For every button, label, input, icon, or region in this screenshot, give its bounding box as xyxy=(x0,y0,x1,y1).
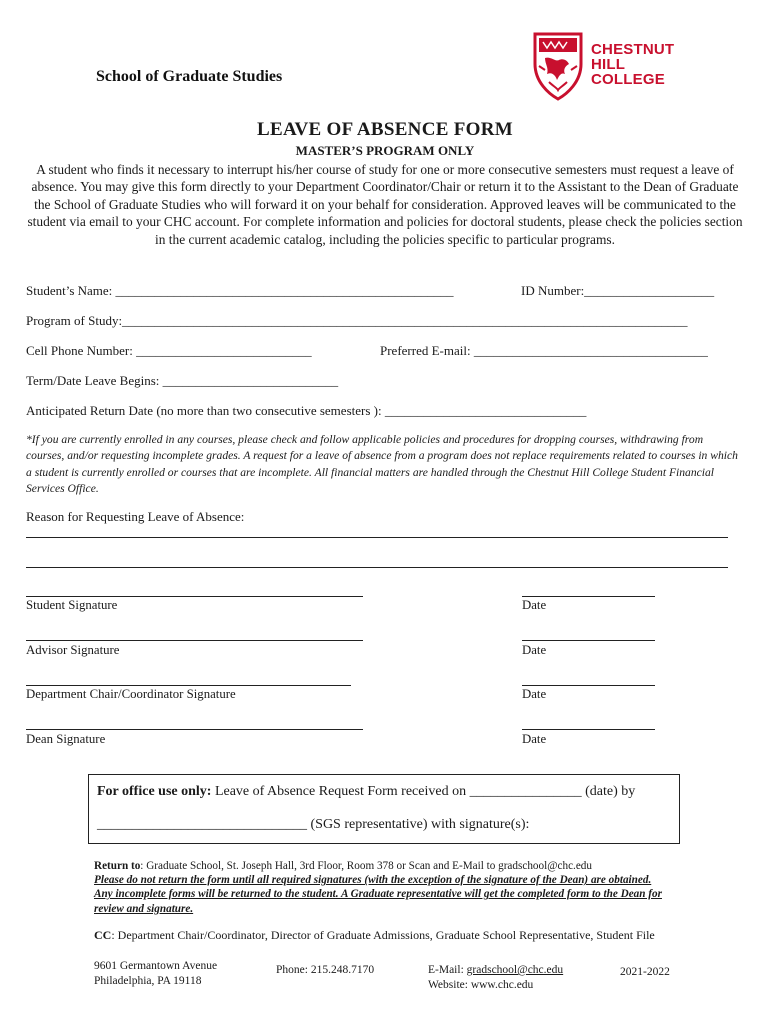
date-label: Date xyxy=(522,732,547,746)
college-logo xyxy=(529,30,679,102)
office-use-heading: For office use only: xyxy=(97,784,212,799)
office-use-box xyxy=(88,774,680,844)
signature-label: Dean Signature xyxy=(26,732,106,746)
program-of-study-field[interactable]: Program of Study:_______________________________________________________________________________________ xyxy=(26,313,688,328)
form-title: LEAVE OF ABSENCE FORM xyxy=(257,119,513,140)
footer-phone: Phone: 215.248.7170 xyxy=(276,964,375,976)
leave-begins-field[interactable]: Term/Date Leave Begins: ___________________________ xyxy=(26,373,339,388)
office-use-line-2: ______________________________ (SGS representative) with signature(s): xyxy=(97,817,530,832)
return-warning: Please do not return the form until all required signatures (with the exception of the signature of the Dean) are obtained. Any incomplete forms will be returned to the student. A Graduate representative will get the completed form to the Dean for review and signature. xyxy=(94,874,662,915)
preferred-email-field[interactable]: Preferred E-mail: ____________________________________ xyxy=(380,343,708,358)
cc-line xyxy=(94,928,655,943)
crest-icon xyxy=(529,30,587,102)
form-subtitle: MASTER’S PROGRAM ONLY xyxy=(295,143,475,158)
footer-contact xyxy=(428,963,563,992)
office-use-line-1 xyxy=(97,784,635,800)
signature-label: Department Chair/Coordinator Signature xyxy=(26,687,236,701)
date-label: Date xyxy=(522,687,547,701)
date-line[interactable] xyxy=(522,596,655,597)
signature-line[interactable] xyxy=(26,596,363,597)
intro-paragraph: A student who finds it necessary to interrupt his/her course of study for one or more consecutive semesters must request a leave of absence. You may give this form directly to your Department Coordinator/Chair or return it to the Assistant to the Dean of Graduate the School of Graduate Studies who will forward it on your behalf for consideration. Approved leaves will be communicated to the student via email to your CHC account. For complete information and policies for doctoral students, please check the policies section in the current academic catalog, including the policies specific to particular programs. xyxy=(27,162,743,247)
signature-line[interactable] xyxy=(26,729,363,730)
signature-label: Advisor Signature xyxy=(26,643,120,657)
date-label: Date xyxy=(522,598,547,612)
logo-line: COLLEGE xyxy=(591,71,665,88)
school-name: School of Graduate Studies xyxy=(96,68,283,85)
reason-line[interactable] xyxy=(26,567,728,568)
logo-line: HILL xyxy=(591,56,626,73)
date-line[interactable] xyxy=(522,729,655,730)
reason-line[interactable] xyxy=(26,537,728,538)
return-instructions xyxy=(94,859,666,916)
email-label: E-Mail: xyxy=(428,964,467,976)
logo-wordmark xyxy=(591,42,674,87)
footer-address xyxy=(94,959,217,988)
signature-line[interactable] xyxy=(26,685,351,686)
footer-website: Website: www.chc.edu xyxy=(428,978,534,991)
cell-phone-field[interactable]: Cell Phone Number: ___________________________ xyxy=(26,343,312,358)
address-line: Philadelphia, PA 19118 xyxy=(94,974,202,987)
footer-email-line xyxy=(428,963,563,978)
enrollment-note: *If you are currently enrolled in any courses, please check and follow applicable policies and procedures for dropping courses, withdrawing from courses, and/or requesting incomplete grades. A request for a leave of absence from a program does not replace requirements related to courses in which a student is currently enrolled or courses that are incomplete. All financial matters are handled through the Chestnut Hill College Student Financial Services Office. xyxy=(26,433,738,496)
date-label: Date xyxy=(522,643,547,657)
academic-year: 2021-2022 xyxy=(620,966,670,978)
date-line[interactable] xyxy=(522,685,655,686)
office-use-text: Leave of Absence Request Form received on ________________ (date) by xyxy=(211,784,636,799)
email-link[interactable]: gradschool@chc.edu xyxy=(466,964,564,976)
student-name-field[interactable]: Student’s Name: ____________________________________________________ xyxy=(26,283,454,298)
cc-text: : Department Chair/Coordinator, Director of Graduate Admissions, Graduate School Representative, Student File xyxy=(111,928,655,942)
cc-label: CC xyxy=(94,928,112,942)
id-number-field[interactable]: ID Number:____________________ xyxy=(521,283,715,298)
address-line: 9601 Germantown Avenue xyxy=(94,960,218,972)
return-to-label: Return to xyxy=(94,860,141,872)
date-line[interactable] xyxy=(522,640,655,641)
return-to-text: : Graduate School, St. Joseph Hall, 3rd Floor, Room 378 or Scan and E-Mail to gradschool@chc.edu xyxy=(140,860,592,872)
return-date-field[interactable]: Anticipated Return Date (no more than two consecutive semesters ): _______________________________ xyxy=(26,403,587,418)
return-to-line xyxy=(94,859,666,873)
signature-label: Student Signature xyxy=(26,598,118,612)
logo-line: CHESTNUT xyxy=(591,41,675,58)
reason-label: Reason for Requesting Leave of Absence: xyxy=(26,509,245,524)
signature-line[interactable] xyxy=(26,640,363,641)
